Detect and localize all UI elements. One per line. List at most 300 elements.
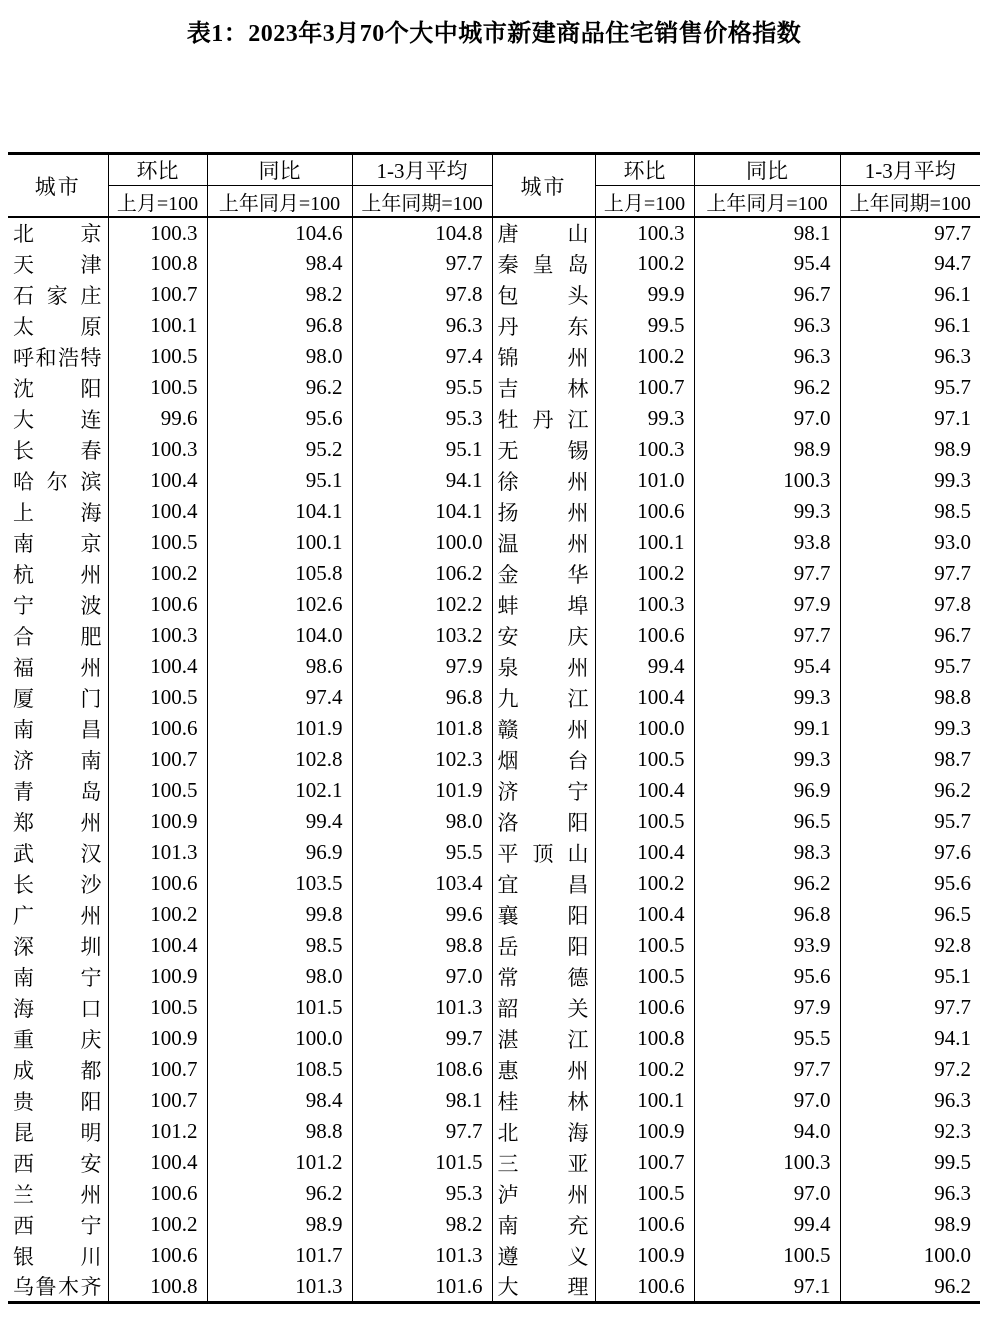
header-yoy-base-left: 上年同月=100 [207, 186, 352, 218]
left-yoy-cell: 96.9 [207, 837, 352, 868]
right-yoy-cell: 96.5 [694, 806, 840, 837]
right-city-cell: 扬州 [492, 496, 595, 527]
right-city-cell: 泸州 [492, 1178, 595, 1209]
left-city-cell: 乌鲁木齐 [8, 1271, 108, 1303]
left-avg-cell: 101.6 [352, 1271, 492, 1303]
left-mom-cell: 100.8 [108, 248, 207, 279]
left-city-cell: 石家庄 [8, 279, 108, 310]
header-avg-left: 1-3月平均 [352, 154, 492, 186]
left-city-cell: 大连 [8, 403, 108, 434]
left-yoy-cell: 97.4 [207, 682, 352, 713]
left-mom-cell: 100.9 [108, 1023, 207, 1054]
right-city-cell: 唐山 [492, 217, 595, 248]
right-city-cell: 秦皇岛 [492, 248, 595, 279]
left-city-cell: 济南 [8, 744, 108, 775]
table-row [8, 1116, 980, 1147]
right-city-cell: 九江 [492, 682, 595, 713]
left-yoy-cell: 101.7 [207, 1240, 352, 1271]
left-avg-cell: 106.2 [352, 558, 492, 589]
right-mom-cell: 99.9 [595, 279, 694, 310]
left-city-cell: 武汉 [8, 837, 108, 868]
left-yoy-cell: 96.8 [207, 310, 352, 341]
right-yoy-cell: 96.3 [694, 341, 840, 372]
right-mom-cell: 101.0 [595, 465, 694, 496]
right-avg-cell: 98.9 [934, 437, 971, 461]
header-avg-base-left: 上年同期=100 [352, 186, 492, 218]
right-avg-cell: 97.7 [934, 561, 971, 585]
left-mom-cell: 100.6 [108, 868, 207, 899]
table-row [8, 496, 980, 527]
right-avg-cell: 96.3 [934, 344, 971, 368]
left-city-cell: 长春 [8, 434, 108, 465]
left-mom-cell: 100.3 [108, 620, 207, 651]
right-avg-cell: 95.1 [934, 964, 971, 988]
right-mom-cell: 100.2 [595, 558, 694, 589]
right-city-cell: 济宁 [492, 775, 595, 806]
left-yoy-cell: 96.2 [207, 1178, 352, 1209]
right-mom-cell: 100.5 [595, 806, 694, 837]
left-mom-cell: 100.4 [108, 465, 207, 496]
header-avg-base-right: 上年同期=100 [840, 186, 980, 218]
right-mom-cell: 100.7 [595, 1147, 694, 1178]
right-yoy-cell: 97.7 [694, 1054, 840, 1085]
left-yoy-cell: 102.6 [207, 589, 352, 620]
right-mom-cell: 100.8 [595, 1023, 694, 1054]
right-avg-cell: 96.5 [934, 902, 971, 926]
right-city-cell: 安庆 [492, 620, 595, 651]
left-yoy-cell: 95.6 [207, 403, 352, 434]
left-avg-cell: 97.7 [352, 248, 492, 279]
header-mom-left: 环比 [108, 154, 207, 186]
right-avg-cell: 96.7 [934, 623, 971, 647]
table-row [8, 341, 980, 372]
right-avg-cell: 96.3 [934, 1181, 971, 1205]
left-avg-cell: 95.3 [352, 403, 492, 434]
left-mom-cell: 100.6 [108, 1178, 207, 1209]
right-avg-cell: 100.0 [923, 1243, 971, 1267]
right-yoy-cell: 96.2 [694, 868, 840, 899]
left-mom-cell: 100.7 [108, 1085, 207, 1116]
left-mom-cell: 100.7 [108, 279, 207, 310]
left-city-cell: 兰州 [8, 1178, 108, 1209]
right-avg-cell: 97.1 [934, 406, 971, 430]
left-mom-cell: 100.5 [108, 992, 207, 1023]
left-city-cell: 广州 [8, 899, 108, 930]
left-mom-cell: 100.5 [108, 682, 207, 713]
right-yoy-cell: 95.4 [694, 248, 840, 279]
right-avg-cell: 97.7 [934, 995, 971, 1019]
right-avg-cell: 95.7 [934, 654, 971, 678]
left-avg-cell: 97.0 [352, 961, 492, 992]
left-yoy-cell: 100.0 [207, 1023, 352, 1054]
right-avg-cell: 97.8 [934, 592, 971, 616]
header-yoy-right: 同比 [694, 154, 840, 186]
left-avg-cell: 103.4 [352, 868, 492, 899]
right-city-cell: 泉州 [492, 651, 595, 682]
right-avg-cell: 95.6 [934, 871, 971, 895]
right-city-cell: 牡丹江 [492, 403, 595, 434]
table-row [8, 806, 980, 837]
left-mom-cell: 100.5 [108, 527, 207, 558]
page-title: 表1：2023年3月70个大中城市新建商品住宅销售价格指数 [186, 21, 802, 47]
right-yoy-cell: 97.1 [694, 1271, 840, 1303]
left-avg-cell: 104.1 [352, 496, 492, 527]
left-mom-cell: 100.2 [108, 899, 207, 930]
left-yoy-cell: 101.2 [207, 1147, 352, 1178]
right-yoy-cell: 99.4 [694, 1209, 840, 1240]
right-mom-cell: 100.6 [595, 496, 694, 527]
right-yoy-cell: 98.1 [694, 217, 840, 248]
right-avg-cell: 98.8 [934, 685, 971, 709]
right-yoy-cell: 96.3 [694, 310, 840, 341]
right-yoy-cell: 100.3 [694, 1147, 840, 1178]
table-row [8, 744, 980, 775]
left-city-cell: 昆明 [8, 1116, 108, 1147]
left-city-cell: 太原 [8, 310, 108, 341]
left-mom-cell: 100.2 [108, 558, 207, 589]
table-row [8, 248, 980, 279]
left-avg-cell: 99.7 [352, 1023, 492, 1054]
left-yoy-cell: 105.8 [207, 558, 352, 589]
table-row [8, 837, 980, 868]
left-avg-cell: 102.3 [352, 744, 492, 775]
right-city-cell: 平顶山 [492, 837, 595, 868]
left-city-cell: 青岛 [8, 775, 108, 806]
right-city-cell: 常德 [492, 961, 595, 992]
right-city-cell: 韶关 [492, 992, 595, 1023]
right-yoy-cell: 93.9 [694, 930, 840, 961]
right-mom-cell: 100.3 [595, 589, 694, 620]
left-yoy-cell: 95.1 [207, 465, 352, 496]
left-yoy-cell: 108.5 [207, 1054, 352, 1085]
left-city-cell: 呼和浩特 [8, 341, 108, 372]
left-city-cell: 厦门 [8, 682, 108, 713]
right-mom-cell: 100.4 [595, 899, 694, 930]
right-yoy-cell: 94.0 [694, 1116, 840, 1147]
left-city-cell: 南京 [8, 527, 108, 558]
right-city-cell: 北海 [492, 1116, 595, 1147]
right-city-cell: 遵义 [492, 1240, 595, 1271]
right-avg-cell: 95.7 [934, 375, 971, 399]
right-city-cell: 丹东 [492, 310, 595, 341]
left-avg-cell: 101.3 [352, 1240, 492, 1271]
right-yoy-cell: 98.9 [694, 434, 840, 465]
right-avg-cell: 94.1 [934, 1026, 971, 1050]
left-city-cell: 北京 [8, 217, 108, 248]
left-yoy-cell: 98.0 [207, 341, 352, 372]
right-mom-cell: 100.5 [595, 930, 694, 961]
left-yoy-cell: 98.0 [207, 961, 352, 992]
left-mom-cell: 100.4 [108, 1147, 207, 1178]
right-avg-cell: 96.2 [934, 1273, 971, 1298]
left-mom-cell: 100.8 [108, 1271, 207, 1303]
left-city-cell: 西宁 [8, 1209, 108, 1240]
price-index-table [8, 152, 980, 1304]
table-row [8, 372, 980, 403]
right-mom-cell: 99.3 [595, 403, 694, 434]
left-avg-cell: 96.3 [352, 310, 492, 341]
right-avg-cell: 97.7 [934, 220, 971, 245]
left-yoy-cell: 99.8 [207, 899, 352, 930]
left-city-cell: 银川 [8, 1240, 108, 1271]
left-avg-cell: 98.2 [352, 1209, 492, 1240]
left-mom-cell: 101.2 [108, 1116, 207, 1147]
left-city-cell: 天津 [8, 248, 108, 279]
table-row [8, 1054, 980, 1085]
left-city-cell: 长沙 [8, 868, 108, 899]
table-row [8, 899, 980, 930]
left-avg-cell: 97.8 [352, 279, 492, 310]
right-avg-cell: 96.1 [934, 313, 971, 337]
right-mom-cell: 100.2 [595, 248, 694, 279]
left-city-cell: 郑州 [8, 806, 108, 837]
left-avg-cell: 102.2 [352, 589, 492, 620]
right-city-cell: 赣州 [492, 713, 595, 744]
right-mom-cell: 100.2 [595, 868, 694, 899]
left-yoy-cell: 101.3 [207, 1271, 352, 1303]
right-yoy-cell: 99.3 [694, 682, 840, 713]
header-mom-base-left: 上月=100 [108, 186, 207, 218]
right-city-cell: 烟台 [492, 744, 595, 775]
right-mom-cell: 100.6 [595, 992, 694, 1023]
right-yoy-cell: 97.0 [694, 1085, 840, 1116]
left-city-cell: 贵阳 [8, 1085, 108, 1116]
right-yoy-cell: 95.6 [694, 961, 840, 992]
left-avg-cell: 95.5 [352, 837, 492, 868]
table-row [8, 651, 980, 682]
right-yoy-cell: 97.0 [694, 403, 840, 434]
table-row [8, 1178, 980, 1209]
table-row [8, 589, 980, 620]
right-avg-cell: 92.3 [934, 1119, 971, 1143]
left-yoy-cell: 98.2 [207, 279, 352, 310]
right-mom-cell: 100.4 [595, 682, 694, 713]
right-yoy-cell: 95.4 [694, 651, 840, 682]
header-avg-right: 1-3月平均 [840, 154, 980, 186]
table-row [8, 1271, 980, 1303]
right-yoy-cell: 96.9 [694, 775, 840, 806]
right-yoy-cell: 96.7 [694, 279, 840, 310]
right-city-cell: 南充 [492, 1209, 595, 1240]
right-city-cell: 大理 [492, 1271, 595, 1303]
table-row [8, 868, 980, 899]
left-mom-cell: 100.2 [108, 1209, 207, 1240]
right-avg-cell: 94.7 [934, 251, 971, 275]
right-yoy-cell: 97.7 [694, 558, 840, 589]
right-mom-cell: 100.4 [595, 775, 694, 806]
right-yoy-cell: 95.5 [694, 1023, 840, 1054]
right-mom-cell: 100.5 [595, 744, 694, 775]
table-row [8, 620, 980, 651]
right-avg-cell: 97.6 [934, 840, 971, 864]
left-avg-cell: 96.8 [352, 682, 492, 713]
right-yoy-cell: 97.9 [694, 992, 840, 1023]
table-header [8, 154, 980, 218]
right-mom-cell: 100.5 [595, 961, 694, 992]
table-row [8, 1240, 980, 1271]
left-mom-cell: 100.5 [108, 372, 207, 403]
left-yoy-cell: 100.1 [207, 527, 352, 558]
table-row [8, 279, 980, 310]
left-avg-cell: 98.0 [352, 806, 492, 837]
left-city-cell: 成都 [8, 1054, 108, 1085]
left-city-cell: 南宁 [8, 961, 108, 992]
left-mom-cell: 100.7 [108, 744, 207, 775]
left-mom-cell: 101.3 [108, 837, 207, 868]
right-mom-cell: 100.0 [595, 713, 694, 744]
left-yoy-cell: 98.8 [207, 1116, 352, 1147]
right-mom-cell: 100.7 [595, 372, 694, 403]
left-city-cell: 南昌 [8, 713, 108, 744]
right-avg-cell: 96.2 [934, 778, 971, 802]
left-mom-cell: 100.3 [108, 217, 207, 248]
header-mom-base-right: 上月=100 [595, 186, 694, 218]
left-yoy-cell: 98.6 [207, 651, 352, 682]
table-body [8, 217, 980, 1303]
right-avg-cell: 92.8 [934, 933, 971, 957]
left-mom-cell: 100.3 [108, 434, 207, 465]
table-row [8, 527, 980, 558]
left-mom-cell: 100.7 [108, 1054, 207, 1085]
left-yoy-cell: 98.5 [207, 930, 352, 961]
table-row [8, 558, 980, 589]
right-yoy-cell: 98.3 [694, 837, 840, 868]
table-row [8, 1023, 980, 1054]
left-avg-cell: 98.8 [352, 930, 492, 961]
left-city-cell: 深圳 [8, 930, 108, 961]
left-city-cell: 西安 [8, 1147, 108, 1178]
table-row [8, 1209, 980, 1240]
left-yoy-cell: 104.6 [207, 217, 352, 248]
right-mom-cell: 100.2 [595, 341, 694, 372]
right-city-cell: 宜昌 [492, 868, 595, 899]
right-mom-cell: 100.3 [595, 434, 694, 465]
right-city-cell: 洛阳 [492, 806, 595, 837]
right-yoy-cell: 99.1 [694, 713, 840, 744]
left-mom-cell: 100.1 [108, 310, 207, 341]
right-yoy-cell: 97.7 [694, 620, 840, 651]
left-city-cell: 杭州 [8, 558, 108, 589]
right-mom-cell: 100.9 [595, 1240, 694, 1271]
right-yoy-cell: 100.3 [694, 465, 840, 496]
left-city-cell: 宁波 [8, 589, 108, 620]
left-yoy-cell: 98.9 [207, 1209, 352, 1240]
left-mom-cell: 100.9 [108, 961, 207, 992]
right-yoy-cell: 96.2 [694, 372, 840, 403]
right-yoy-cell: 99.3 [694, 744, 840, 775]
left-mom-cell: 100.4 [108, 496, 207, 527]
right-city-cell: 三亚 [492, 1147, 595, 1178]
left-yoy-cell: 98.4 [207, 1085, 352, 1116]
table-row [8, 310, 980, 341]
right-city-cell: 包头 [492, 279, 595, 310]
left-avg-cell: 95.1 [352, 434, 492, 465]
left-yoy-cell: 96.2 [207, 372, 352, 403]
table-row [8, 992, 980, 1023]
left-avg-cell: 103.2 [352, 620, 492, 651]
left-city-cell: 沈阳 [8, 372, 108, 403]
right-mom-cell: 100.3 [595, 217, 694, 248]
right-city-cell: 湛江 [492, 1023, 595, 1054]
right-yoy-cell: 97.9 [694, 589, 840, 620]
left-avg-cell: 94.1 [352, 465, 492, 496]
right-avg-cell: 95.7 [934, 809, 971, 833]
left-mom-cell: 100.4 [108, 930, 207, 961]
right-mom-cell: 100.5 [595, 1178, 694, 1209]
right-mom-cell: 100.4 [595, 837, 694, 868]
right-avg-cell: 99.5 [934, 1150, 971, 1174]
table-row [8, 961, 980, 992]
right-mom-cell: 100.6 [595, 1209, 694, 1240]
left-mom-cell: 99.6 [108, 403, 207, 434]
left-yoy-cell: 101.5 [207, 992, 352, 1023]
left-city-cell: 上海 [8, 496, 108, 527]
left-avg-cell: 97.4 [352, 341, 492, 372]
right-city-cell: 温州 [492, 527, 595, 558]
left-mom-cell: 100.6 [108, 589, 207, 620]
right-avg-cell: 99.3 [934, 716, 971, 740]
right-mom-cell: 100.6 [595, 1271, 694, 1303]
left-yoy-cell: 102.8 [207, 744, 352, 775]
table-row [8, 434, 980, 465]
right-yoy-cell: 93.8 [694, 527, 840, 558]
header-yoy-base-right: 上年同月=100 [694, 186, 840, 218]
right-city-cell: 惠州 [492, 1054, 595, 1085]
left-avg-cell: 95.3 [352, 1178, 492, 1209]
table-row [8, 930, 980, 961]
left-avg-cell: 101.5 [352, 1147, 492, 1178]
left-avg-cell: 101.3 [352, 992, 492, 1023]
right-mom-cell: 100.1 [595, 527, 694, 558]
table-row [8, 465, 980, 496]
left-avg-cell: 108.6 [352, 1054, 492, 1085]
right-city-cell: 吉林 [492, 372, 595, 403]
right-city-cell: 蚌埠 [492, 589, 595, 620]
left-yoy-cell: 102.1 [207, 775, 352, 806]
right-city-cell: 襄阳 [492, 899, 595, 930]
left-city-cell: 哈尔滨 [8, 465, 108, 496]
right-yoy-cell: 97.0 [694, 1178, 840, 1209]
right-avg-cell: 98.7 [934, 747, 971, 771]
left-mom-cell: 100.5 [108, 341, 207, 372]
left-mom-cell: 100.5 [108, 775, 207, 806]
right-mom-cell: 100.2 [595, 1054, 694, 1085]
right-avg-cell: 96.1 [934, 282, 971, 306]
table-row [8, 403, 980, 434]
right-avg-cell: 97.2 [934, 1057, 971, 1081]
left-yoy-cell: 99.4 [207, 806, 352, 837]
left-avg-cell: 95.5 [352, 372, 492, 403]
right-yoy-cell: 100.5 [694, 1240, 840, 1271]
left-yoy-cell: 103.5 [207, 868, 352, 899]
left-yoy-cell: 104.1 [207, 496, 352, 527]
left-avg-cell: 101.9 [352, 775, 492, 806]
right-mom-cell: 100.1 [595, 1085, 694, 1116]
left-yoy-cell: 95.2 [207, 434, 352, 465]
left-city-cell: 海口 [8, 992, 108, 1023]
right-avg-cell: 96.3 [934, 1088, 971, 1112]
left-avg-cell: 98.1 [352, 1085, 492, 1116]
right-mom-cell: 99.5 [595, 310, 694, 341]
left-mom-cell: 100.6 [108, 713, 207, 744]
left-yoy-cell: 101.9 [207, 713, 352, 744]
header-yoy-left: 同比 [207, 154, 352, 186]
header-city-left: 城市 [8, 154, 108, 218]
right-city-cell: 桂林 [492, 1085, 595, 1116]
left-avg-cell: 101.8 [352, 713, 492, 744]
right-avg-cell: 98.9 [934, 1212, 971, 1236]
right-city-cell: 锦州 [492, 341, 595, 372]
